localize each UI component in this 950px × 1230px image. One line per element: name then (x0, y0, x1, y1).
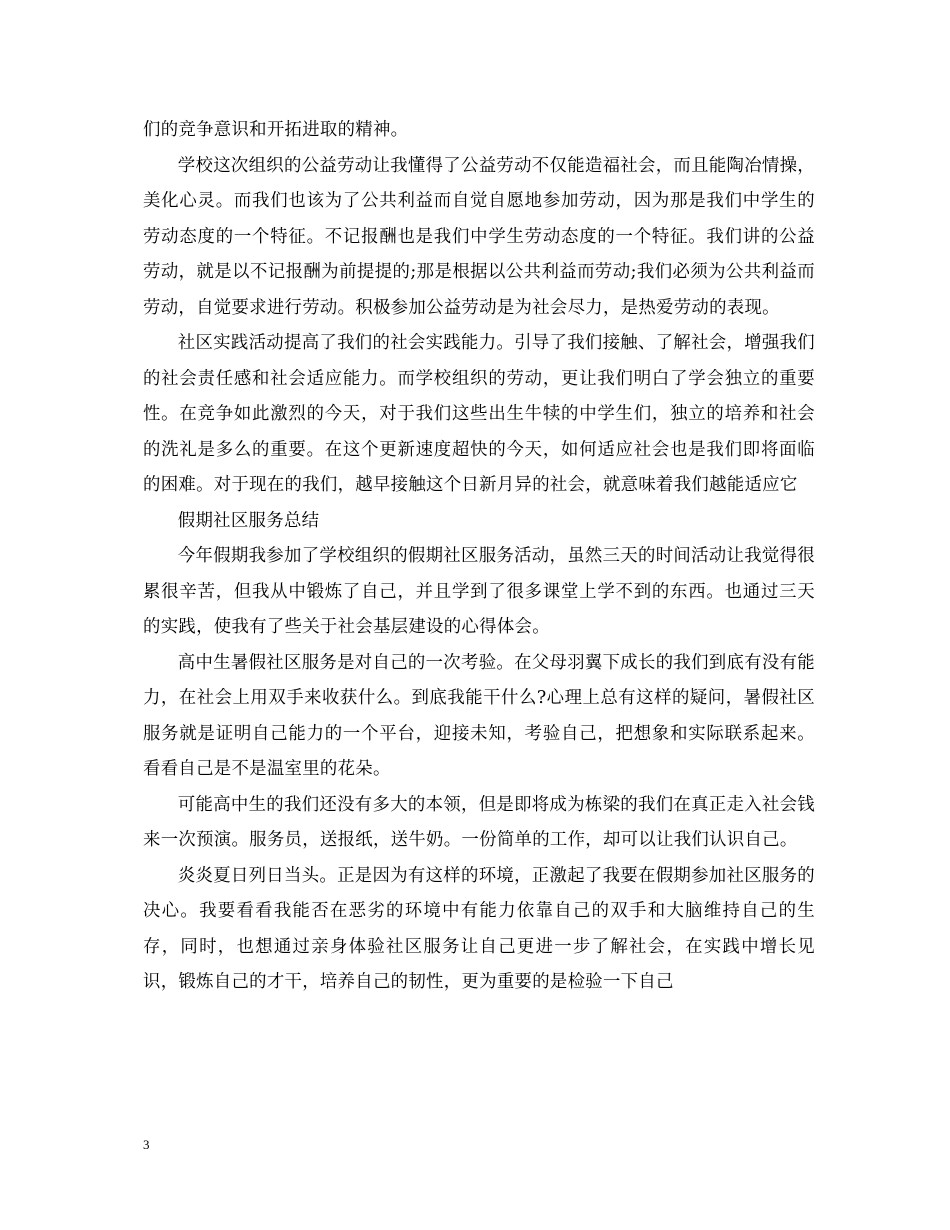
paragraph-summer-resolve: 炎炎夏日列日当头。正是因为有这样的环境，正激起了我要在假期参加社区服务的决心。我要看看我能否在恶劣的环境中有能力依靠自己的双手和大脑维持自己的生存，同时，也想通过亲身体验社区服务让自己更进一步了解社会，在实践中增长见识，锻炼自己的才干，培养自己的韧性，更为重要的是检验一下自己 (143, 865, 815, 992)
paragraph-public-labor: 学校这次组织的公益劳动让我懂得了公益劳动不仅能造福社会，而且能陶冶情操，美化心灵。而我们也该为了公共利益而自觉自愿地参加劳动，因为那是我们中学生的劳动态度的一个特征。不记报酬也是我们中学生劳动态度的一个特征。我们讲的公益劳动，就是以不记报酬为前提提的;那是根据以公共利益而劳动;我们必须为公共利益而劳动，自觉要求进行劳动。积极参加公益劳动是为社会尽力，是热爱劳动的表现。 (143, 155, 815, 318)
paragraph-rehearsal: 可能高中生的我们还没有多大的本领，但是即将成为栋梁的我们在真正走入社会钱来一次预演。服务员，送报纸，送牛奶。一份简单的工作，却可以让我们认识自己。 (143, 794, 815, 850)
paragraph-community-practice: 社区实践活动提高了我们的社会实践能力。引导了我们接触、了解社会，增强我们的社会责任感和社会适应能力。而学校组织的劳动，更让我们明白了学会独立的重要性。在竞争如此激烈的今天，对于我们这些出生牛犊的中学生们，独立的培养和社会的洗礼是多么的重要。在这个更新速度超快的今天，如何适应社会也是我们即将面临的困难。对于现在的我们，越早接触这个日新月异的社会，就意味着我们越能适应它 (143, 333, 815, 495)
document-body (143, 113, 815, 1001)
paragraph-continuation: 们的竞争意识和开拓进取的精神。 (143, 120, 409, 140)
paragraph-holiday-service: 今年假期我参加了学校组织的假期社区服务活动，虽然三天的时间活动让我觉得很累很辛苦，但我从中锻炼了自己，并且学到了很多课堂上学不到的东西。也通过三天的实践，使我有了些关于社会基层建设的心得体会。 (143, 546, 815, 637)
section-heading: 假期社区服务总结 (177, 510, 320, 531)
paragraph-self-test: 高中生暑假社区服务是对自己的一次考验。在父母羽翼下成长的我们到底有没有能力，在社会上用双手来收获什么。到底我能干什么?心理上总有这样的疑问，暑假社区服务就是证明自己能力的一个平台，迎接未知，考验自己，把想象和实际联系起来。看看自己是不是温室里的花朵。 (143, 652, 815, 779)
page-number: 3 (143, 1137, 150, 1152)
